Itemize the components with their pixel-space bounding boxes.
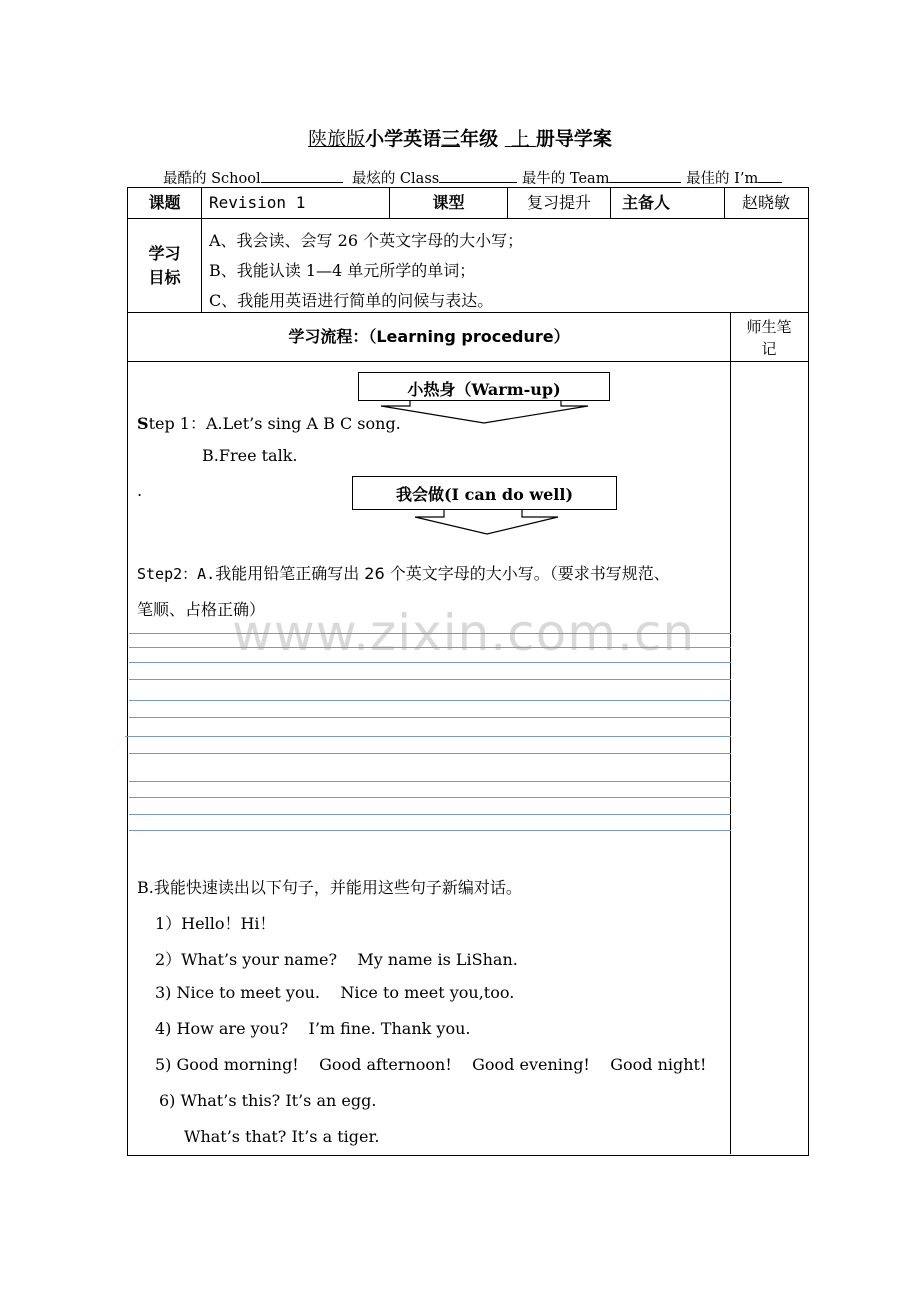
sentence-line: 1）Hello！Hi！ [155,914,276,933]
name-blank[interactable] [758,169,782,183]
part-b-intro: B.我能快速读出以下句子，并能用这些句子新编对话。 [137,878,522,897]
class-blank[interactable] [439,169,517,183]
icando-box: 我会做(I can do well) [352,476,617,510]
writing-line [129,662,731,663]
notes-label: 师生笔 记 [746,318,792,358]
icando-arrow-icon [414,509,560,536]
sentence-line: What’s that? It’s a tiger. [184,1127,380,1146]
writing-line [129,700,731,701]
title-grade: 三 [441,128,461,150]
writing-line [129,753,731,754]
objective-item: B、我能认读 1—4 单元所学的单词； [209,261,476,280]
col-divider [610,187,611,218]
writing-line [129,679,731,680]
name-label: 最佳的 I’m [686,171,759,187]
class-label: 最炫的 Class [351,171,440,187]
writing-line [129,781,731,782]
sentence-line: 6) What’s this? It’s an egg. [159,1091,377,1110]
writing-line [129,814,731,815]
team-label: 最牛的 Team [521,171,610,187]
row-divider [127,361,808,362]
objective-item: A、我会读、会写 26 个英文字母的大小写； [209,231,524,250]
objectives-label: 学习 目标 [148,244,181,287]
stray-dot: . [137,481,143,500]
page-title [0,124,920,151]
sentence-line: 5) Good morning! Good afternoon! Good evening! Good night! [155,1055,707,1074]
warmup-box: 小热身（Warm-up) [358,372,610,401]
author-label: 主备人 [622,193,671,212]
title-mid: 小学英语 [365,128,442,150]
team-line [163,167,782,188]
step2-line-2: 笔顺、占格正确） [137,600,266,619]
author-value: 赵晓敏 [741,193,790,212]
school-label: 最酷的 School [163,171,261,187]
writing-line [129,830,731,831]
team-blank[interactable] [609,169,681,183]
topic-label: 课题 [148,193,181,212]
col-divider [201,187,202,312]
step2-text: 我能用铅笔正确写出 26 个英文字母的大小写。（要求书写规范、 [215,564,670,583]
watermark: www.zixin.com.cn [232,604,696,662]
title-publisher: 陕旅版 [308,128,366,150]
writing-line [129,647,731,648]
title-grade-suffix: 年级 [460,128,499,150]
sentence-line: 3) Nice to meet you. Nice to meet you,too. [155,983,515,1002]
sentence-line: 4) How are you? I’m fine. Thank you. [155,1019,471,1038]
step1-line: Step 1：A.Let’s sing A B C song. [137,414,401,433]
warmup-arrow-icon [380,400,590,426]
sentence-line: 2）What’s your name? My name is LiShan. [155,950,518,969]
writing-line [129,797,731,798]
row-divider [127,218,808,219]
writing-line [129,717,731,718]
topic-value: Revision 1 [209,193,306,212]
procedure-heading: 学习流程：（Learning procedure） [288,327,570,346]
writing-line [125,736,731,737]
type-label: 课型 [432,193,465,212]
type-value: 复习提升 [526,193,591,212]
title-suffix: 册导学案 [535,128,612,150]
writing-line [129,633,731,634]
title-volume: 上 [510,128,530,150]
objective-item: C、我能用英语进行简单的问候与表达。 [209,291,494,310]
step1-b-line: B.Free talk. [202,446,298,465]
school-blank[interactable] [261,169,343,183]
notes-column-divider [730,312,731,1154]
step2-line: Step2：A.我能用铅笔正确写出 26 个英文字母的大小写。（要求书写规范、 [137,564,670,583]
